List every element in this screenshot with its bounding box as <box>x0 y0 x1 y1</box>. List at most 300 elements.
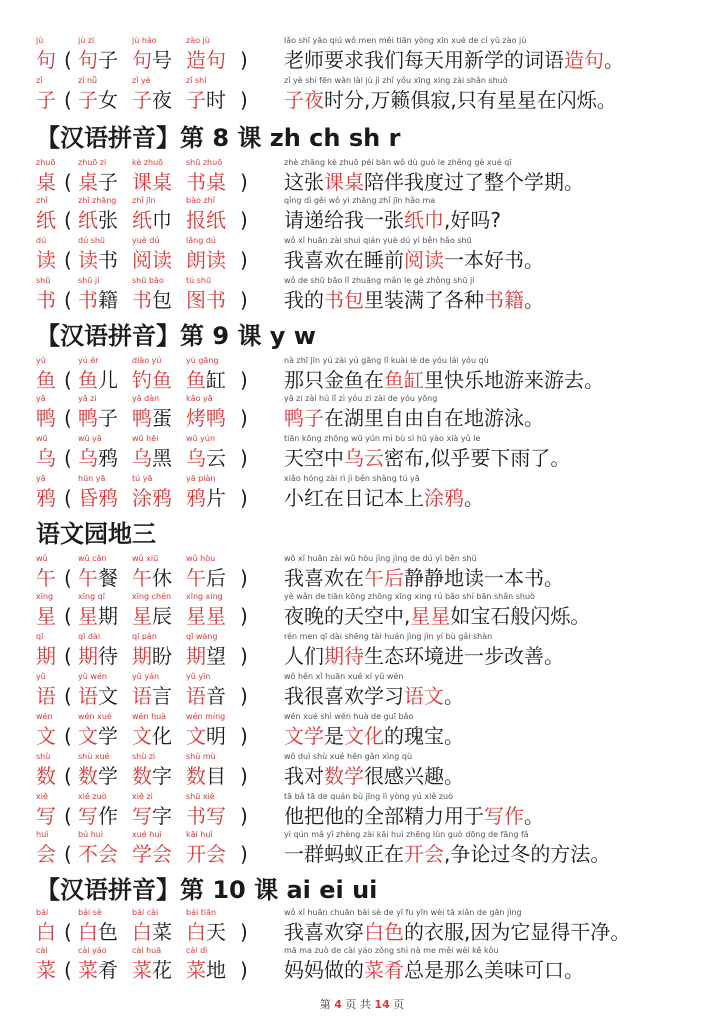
highlight-word: 鸭子 <box>284 406 324 430</box>
sentence-text: 陪伴我度过了整个学期。 <box>364 170 584 194</box>
word-pinyin: yǔ yán <box>132 672 160 681</box>
example-sentence <box>284 684 464 708</box>
sentence-text: ,好吗? <box>444 208 501 232</box>
compound-word <box>132 804 172 828</box>
example-sentence <box>284 604 590 628</box>
char-pinyin: xīng <box>36 592 54 601</box>
word-glyph: 鸦 <box>186 486 206 510</box>
main-character: 文 <box>36 724 56 748</box>
close-paren: ) <box>240 88 248 112</box>
vocab-entry <box>0 356 724 392</box>
sentence-pinyin: qǐng dì gěi wǒ yì zhāng zhǐ jīn hǎo ma <box>284 196 436 205</box>
word-pinyin: bú huì <box>78 830 104 839</box>
compound-word <box>78 368 118 392</box>
word-glyph: 桌 <box>78 170 98 194</box>
word-glyph: 子 <box>98 48 118 72</box>
word-glyph: 学 <box>98 764 118 788</box>
word-glyph: 书 <box>206 288 226 312</box>
word-glyph: 白 <box>186 920 206 944</box>
word-glyph: 期 <box>98 604 118 628</box>
sentence-text: 我对 <box>284 764 324 788</box>
word-glyph: 星 <box>132 604 152 628</box>
open-paren: ( <box>64 248 72 272</box>
word-glyph: 辰 <box>152 604 172 628</box>
compound-word <box>78 446 118 470</box>
compound-word <box>78 486 118 510</box>
word-glyph: 盼 <box>152 644 172 668</box>
word-pinyin: wū hēi <box>132 434 159 443</box>
word-glyph: 菜 <box>186 958 206 982</box>
open-paren: ( <box>64 208 72 232</box>
word-glyph: 地 <box>206 958 226 982</box>
compound-word <box>186 208 226 232</box>
compound-word <box>132 604 172 628</box>
word-pinyin: wén huà <box>132 712 167 721</box>
word-glyph: 鸦 <box>98 486 118 510</box>
word-glyph: 书 <box>186 170 206 194</box>
word-glyph: 张 <box>98 208 118 232</box>
sentence-text: 里快乐地游来游去。 <box>424 368 604 392</box>
char-pinyin: jù <box>36 36 44 45</box>
close-paren: ) <box>240 764 248 788</box>
word-glyph: 学 <box>98 724 118 748</box>
word-glyph: 阅 <box>132 248 152 272</box>
word-pinyin: lǎng dú <box>186 236 216 245</box>
word-glyph: 待 <box>98 644 118 668</box>
main-character: 会 <box>36 842 56 866</box>
word-glyph: 花 <box>152 958 172 982</box>
sentence-text: 我喜欢在睡前 <box>284 248 404 272</box>
word-glyph: 鸦 <box>152 486 172 510</box>
compound-word <box>186 644 226 668</box>
word-glyph: 语 <box>132 684 152 708</box>
compound-word <box>132 446 172 470</box>
highlight-word: 课桌 <box>324 170 364 194</box>
compound-word <box>78 248 118 272</box>
close-paren: ) <box>240 48 248 72</box>
sentence-pinyin: zhè zhāng kè zhuō péi bàn wǒ dù guò le zhěng gè xué qī <box>284 158 512 167</box>
sentence-text: 请递给我一张 <box>284 208 404 232</box>
word-glyph: 开 <box>186 842 206 866</box>
compound-word <box>186 842 226 866</box>
word-pinyin: yā dàn <box>132 394 160 403</box>
compound-word <box>132 248 172 272</box>
word-glyph: 菜 <box>132 958 152 982</box>
sentence-pinyin: wǒ xǐ huān zài shuì qián yuè dú yì běn hǎo shū <box>284 236 472 245</box>
word-glyph: 鸭 <box>78 406 98 430</box>
highlight-word: 星星 <box>410 604 451 628</box>
char-pinyin: bái <box>36 908 49 917</box>
main-character: 子 <box>36 88 56 112</box>
total-pages: 14 <box>374 998 390 1011</box>
word-glyph: 午 <box>132 566 152 590</box>
word-pinyin: dú shū <box>78 236 105 245</box>
close-paren: ) <box>240 566 248 590</box>
word-glyph: 造 <box>186 48 206 72</box>
char-pinyin: zhǐ <box>36 196 48 205</box>
word-pinyin: zǐ nǚ <box>78 76 98 85</box>
compound-word <box>186 804 226 828</box>
compound-word <box>78 842 118 866</box>
word-glyph: 数 <box>78 764 98 788</box>
compound-word <box>132 724 172 748</box>
word-pinyin: shū zhuō <box>186 158 223 167</box>
compound-word <box>78 406 118 430</box>
highlight-word: 鱼缸 <box>384 368 424 392</box>
sentence-text: 总是那么美味可口。 <box>404 958 584 982</box>
word-pinyin: zǐ shí <box>186 76 207 85</box>
word-pinyin: yǔ wén <box>78 672 107 681</box>
char-pinyin: wǔ <box>36 554 48 563</box>
example-sentence <box>284 208 501 232</box>
word-pinyin: xué huì <box>132 830 162 839</box>
word-glyph: 子 <box>186 88 206 112</box>
compound-word <box>78 88 118 112</box>
compound-word <box>186 368 226 392</box>
main-character: 期 <box>36 644 56 668</box>
char-pinyin: dú <box>36 236 47 245</box>
word-pinyin: wū yún <box>186 434 216 443</box>
word-glyph: 包 <box>152 288 172 312</box>
word-glyph: 音 <box>206 684 226 708</box>
word-glyph: 子 <box>78 88 98 112</box>
word-pinyin: cài yáo <box>78 946 107 955</box>
char-pinyin: xiě <box>36 792 48 801</box>
word-glyph: 书 <box>186 804 206 828</box>
word-pinyin: tú shū <box>186 276 212 285</box>
word-glyph: 色 <box>98 920 118 944</box>
compound-word <box>78 604 118 628</box>
main-character: 读 <box>36 248 56 272</box>
word-glyph: 读 <box>206 248 226 272</box>
sentence-pinyin: wǒ de shū bāo lǐ zhuāng mǎn le gè zhǒng shū jí <box>284 276 475 285</box>
word-glyph: 言 <box>152 684 172 708</box>
word-pinyin: yā piàn <box>186 474 216 483</box>
compound-word <box>186 604 226 628</box>
sentence-text: 生态环境进一步改善。 <box>364 644 564 668</box>
vocab-entry <box>0 434 724 470</box>
open-paren: ( <box>64 288 72 312</box>
char-pinyin: cài <box>36 946 48 955</box>
sentence-pinyin: tiān kōng zhōng wū yún mì bù sì hū yào xià yǔ le <box>284 434 481 443</box>
open-paren: ( <box>64 644 72 668</box>
word-pinyin: qī dài <box>78 632 101 641</box>
sentence-pinyin: lǎo shī yāo qiú wǒ men měi tiān yòng xīn xué de cí yǔ zào jù <box>284 36 527 45</box>
highlight-word: 白色 <box>364 920 404 944</box>
example-sentence <box>284 958 584 982</box>
word-glyph: 句 <box>78 48 98 72</box>
word-glyph: 报 <box>186 208 206 232</box>
vocab-entry <box>0 554 724 590</box>
word-glyph: 望 <box>206 644 226 668</box>
compound-word <box>78 644 118 668</box>
sentence-text: 很感兴趣。 <box>364 764 464 788</box>
word-glyph: 文 <box>132 724 152 748</box>
compound-word <box>132 920 172 944</box>
main-character: 纸 <box>36 208 56 232</box>
footer-prefix: 第 <box>319 998 331 1011</box>
char-pinyin: yā <box>36 474 46 483</box>
compound-word <box>132 842 172 866</box>
compound-word <box>132 88 172 112</box>
example-sentence <box>284 406 544 430</box>
char-pinyin: zǐ <box>36 76 43 85</box>
word-glyph: 鱼 <box>186 368 206 392</box>
word-glyph: 白 <box>78 920 98 944</box>
compound-word <box>78 684 118 708</box>
compound-word <box>78 920 118 944</box>
open-paren: ( <box>64 684 72 708</box>
word-pinyin: shū jí <box>78 276 100 285</box>
sentence-text: 密布,似乎要下雨了。 <box>384 446 571 470</box>
sentence-text: 。 <box>524 288 544 312</box>
char-pinyin: zhuō <box>36 158 56 167</box>
word-glyph: 化 <box>152 724 172 748</box>
word-glyph: 白 <box>132 920 152 944</box>
word-glyph: 女 <box>98 88 118 112</box>
word-glyph: 午 <box>78 566 98 590</box>
open-paren: ( <box>64 406 72 430</box>
example-sentence <box>284 368 604 392</box>
open-paren: ( <box>64 566 72 590</box>
word-glyph: 课 <box>132 170 152 194</box>
word-pinyin: kāi huì <box>186 830 213 839</box>
word-glyph: 期 <box>78 644 98 668</box>
open-paren: ( <box>64 764 72 788</box>
compound-word <box>78 288 118 312</box>
compound-word <box>132 288 172 312</box>
compound-word <box>132 48 172 72</box>
word-pinyin: hūn yā <box>78 474 106 483</box>
highlight-word: 书籍 <box>484 288 524 312</box>
compound-word <box>186 724 226 748</box>
compound-word <box>186 248 226 272</box>
sentence-pinyin: rén men qī dài shēng tài huán jìng jìn yí bù gǎi shàn <box>284 632 493 641</box>
word-glyph: 缸 <box>206 368 226 392</box>
sentence-pinyin: wǒ xǐ huān chuān bái sè de yī fu yīn wèi tā xiǎn de gān jìng <box>284 908 522 917</box>
word-pinyin: zào jù <box>186 36 210 45</box>
word-glyph: 纸 <box>78 208 98 232</box>
sentence-text: 这张 <box>284 170 324 194</box>
open-paren: ( <box>64 842 72 866</box>
char-pinyin: yā <box>36 394 46 403</box>
example-sentence <box>284 486 484 510</box>
sentence-text: 。 <box>524 804 544 828</box>
word-glyph: 子 <box>98 170 118 194</box>
open-paren: ( <box>64 724 72 748</box>
compound-word <box>132 644 172 668</box>
highlight-word: 文化 <box>344 724 384 748</box>
word-glyph: 夜 <box>152 88 172 112</box>
word-pinyin: diào yú <box>132 356 162 365</box>
word-pinyin: tú yā <box>132 474 153 483</box>
word-glyph: 桌 <box>152 170 172 194</box>
word-pinyin: qī wàng <box>186 632 218 641</box>
word-pinyin: bái tiān <box>186 908 217 917</box>
main-character: 午 <box>36 566 56 590</box>
sentence-text: ,争论过冬的方法。 <box>444 842 611 866</box>
word-pinyin: yú ér <box>78 356 99 365</box>
word-pinyin: yú gāng <box>186 356 219 365</box>
word-glyph: 云 <box>206 446 226 470</box>
word-pinyin: xīng xing <box>186 592 223 601</box>
sentence-text: 老师要求我们每天用新学的词语 <box>284 48 564 72</box>
word-pinyin: wǔ xiū <box>132 554 159 563</box>
main-character: 菜 <box>36 958 56 982</box>
word-glyph: 会 <box>98 842 118 866</box>
word-glyph: 文 <box>98 684 118 708</box>
main-character: 写 <box>36 804 56 828</box>
compound-word <box>132 684 172 708</box>
main-character: 星 <box>36 604 56 628</box>
sentence-pinyin: nà zhī jīn yú zài yú gāng lǐ kuài lè de yóu lái yóu qù <box>284 356 489 365</box>
sentence-pinyin: wǒ hěn xǐ huān xué xí yǔ wén <box>284 672 404 681</box>
example-sentence <box>284 842 610 866</box>
word-pinyin: zhǐ zhāng <box>78 196 117 205</box>
word-glyph: 鸭 <box>206 406 226 430</box>
word-glyph: 涂 <box>132 486 152 510</box>
word-glyph: 蛋 <box>152 406 172 430</box>
sentence-text: 在湖里自由自在地游泳。 <box>324 406 544 430</box>
close-paren: ) <box>240 406 248 430</box>
word-glyph: 会 <box>206 842 226 866</box>
word-glyph: 纸 <box>206 208 226 232</box>
sentence-text: 小红在日记本上 <box>284 486 424 510</box>
compound-word <box>186 920 226 944</box>
word-glyph: 休 <box>152 566 172 590</box>
compound-word <box>132 486 172 510</box>
example-sentence <box>284 170 584 194</box>
word-glyph: 语 <box>186 684 206 708</box>
example-sentence <box>284 288 544 312</box>
word-pinyin: wén xué <box>78 712 112 721</box>
close-paren: ) <box>240 920 248 944</box>
word-glyph: 钓 <box>132 368 152 392</box>
word-glyph: 烤 <box>186 406 206 430</box>
vocab-entry <box>0 276 724 312</box>
close-paren: ) <box>240 486 248 510</box>
open-paren: ( <box>64 920 72 944</box>
open-paren: ( <box>64 88 72 112</box>
vocab-entry <box>0 672 724 708</box>
open-paren: ( <box>64 446 72 470</box>
word-glyph: 期 <box>132 644 152 668</box>
compound-word <box>78 804 118 828</box>
compound-word <box>186 566 226 590</box>
sentence-text: 的瑰宝。 <box>384 724 464 748</box>
word-glyph: 号 <box>152 48 172 72</box>
close-paren: ) <box>240 604 248 628</box>
example-sentence <box>284 804 544 828</box>
word-glyph: 籍 <box>98 288 118 312</box>
word-glyph: 写 <box>132 804 152 828</box>
sentence-pinyin: wǒ xǐ huān zài wǔ hòu jìng jìng de dú yì běn shū <box>284 554 477 563</box>
sentence-pinyin: wén xué shì wén huà de guī bǎo <box>284 712 414 721</box>
close-paren: ) <box>240 446 248 470</box>
sentence-text: 里装满了各种 <box>364 288 484 312</box>
word-pinyin: yǔ yīn <box>186 672 211 681</box>
compound-word <box>186 764 226 788</box>
word-glyph: 鸭 <box>132 406 152 430</box>
main-character: 数 <box>36 764 56 788</box>
vocab-entry <box>0 632 724 668</box>
word-pinyin: xīng chén <box>132 592 172 601</box>
compound-word <box>78 764 118 788</box>
word-glyph: 星 <box>206 604 226 628</box>
word-glyph: 昏 <box>78 486 98 510</box>
open-paren: ( <box>64 170 72 194</box>
word-glyph: 肴 <box>98 958 118 982</box>
char-pinyin: wén <box>36 712 53 721</box>
word-pinyin: xiě zuò <box>78 792 107 801</box>
compound-word <box>186 288 226 312</box>
compound-word <box>78 170 118 194</box>
compound-word <box>186 486 226 510</box>
page-footer <box>0 996 724 1012</box>
main-character: 鸦 <box>36 486 56 510</box>
word-glyph: 读 <box>152 248 172 272</box>
compound-word <box>132 368 172 392</box>
close-paren: ) <box>240 170 248 194</box>
open-paren: ( <box>64 804 72 828</box>
section-heading-chinese-garden-3: 语文园地三 <box>36 520 156 548</box>
word-glyph: 星 <box>78 604 98 628</box>
compound-word <box>132 566 172 590</box>
word-glyph: 餐 <box>98 566 118 590</box>
word-pinyin: cài dì <box>186 946 208 955</box>
word-pinyin: qī pàn <box>132 632 157 641</box>
word-glyph: 书 <box>78 288 98 312</box>
word-glyph: 写 <box>78 804 98 828</box>
word-glyph: 菜 <box>78 958 98 982</box>
vocab-entry <box>0 474 724 510</box>
word-glyph: 乌 <box>78 446 98 470</box>
sentence-text: 夜晚的天空中, <box>284 604 411 628</box>
word-pinyin: zhǐ jīn <box>132 196 156 205</box>
vocab-entry <box>0 36 724 72</box>
main-character: 鸭 <box>36 406 56 430</box>
word-glyph: 乌 <box>132 446 152 470</box>
word-glyph: 数 <box>186 764 206 788</box>
compound-word <box>78 958 118 982</box>
highlight-word: 书包 <box>324 288 364 312</box>
word-glyph: 时 <box>206 88 226 112</box>
open-paren: ( <box>64 486 72 510</box>
compound-word <box>132 958 172 982</box>
word-pinyin: jù zi <box>78 36 95 45</box>
word-glyph: 句 <box>206 48 226 72</box>
sentence-pinyin: mā ma zuò de cài yáo zǒng shì nà me měi wèi kě kǒu <box>284 946 499 955</box>
sentence-pinyin: yì qún mǎ yǐ zhèng zài kāi huì zhēng lùn guò dōng de fāng fǎ <box>284 830 529 839</box>
word-glyph: 鱼 <box>152 368 172 392</box>
main-character: 乌 <box>36 446 56 470</box>
word-pinyin: bào zhǐ <box>186 196 215 205</box>
compound-word <box>186 684 226 708</box>
word-pinyin: bái cài <box>132 908 159 917</box>
word-glyph: 黑 <box>152 446 172 470</box>
word-pinyin: xīng qī <box>78 592 105 601</box>
compound-word <box>186 170 226 194</box>
open-paren: ( <box>64 604 72 628</box>
compound-word <box>186 406 226 430</box>
compound-word <box>132 764 172 788</box>
word-glyph: 明 <box>206 724 226 748</box>
word-glyph: 文 <box>78 724 98 748</box>
close-paren: ) <box>240 208 248 232</box>
sentence-text: 我的 <box>284 288 324 312</box>
sentence-text: 。 <box>604 48 624 72</box>
vocab-entry <box>0 712 724 748</box>
